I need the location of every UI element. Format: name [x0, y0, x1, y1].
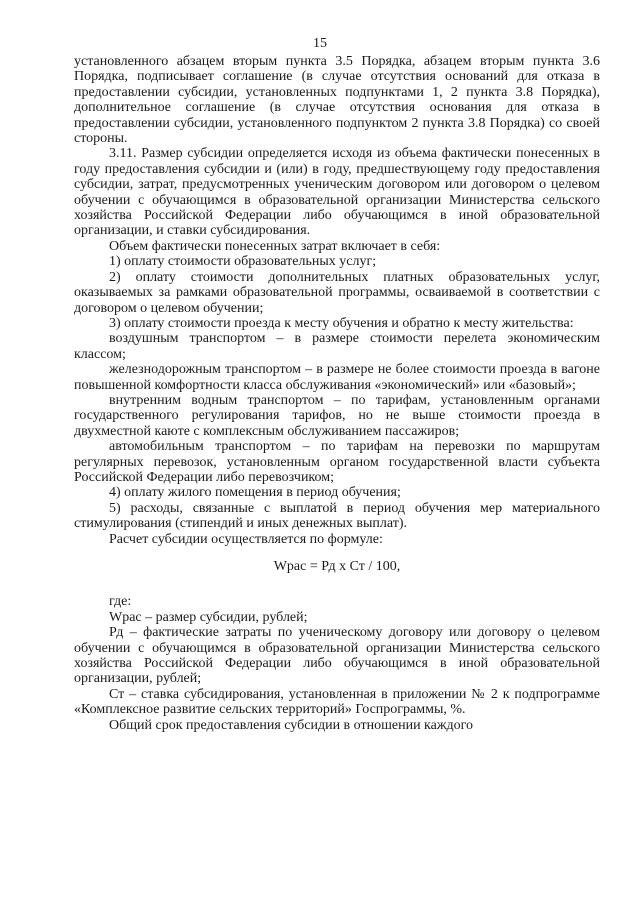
list-item-rail: железнодорожным транспортом – в размере не более стоимости проезда в вагоне повышенной комфортности класса обслуживания «экономический» или «базовый»;	[74, 362, 600, 393]
list-item-4: 4) оплату жилого помещения в период обучения;	[109, 485, 401, 501]
document-body	[74, 54, 600, 733]
definition-wras: Wрас – размер субсидии, рублей;	[109, 609, 308, 625]
list-item-1: 1) оплату стоимости образовательных услуг;	[109, 254, 377, 270]
list-item-5: 5) расходы, связанные с выплатой в период обучения мер материального стимулирования (стипендий и иных денежных выплат).	[74, 500, 600, 532]
paragraph-total-term: Общий срок предоставления субсидии в отношении каждого	[109, 717, 474, 733]
formula: Wрас = Рд x Ст / 100,	[273, 559, 401, 574]
definition-st: Ст – ставка субсидирования, установленная в приложении № 2 к подпрограмме «Комплексное развитие сельских территорий» Госпрограммы, %.	[74, 686, 600, 718]
list-item-3: 3) оплату стоимости проезда к месту обучения и обратно к месту жительства:	[109, 315, 574, 331]
definition-rd: Рд – фактические затраты по ученическому договору или договору о целевом обучении с обучающимся в образовательной организации Министерства сельского хозяйства Российской Федерации либо обучающимся в иной образовательной организации, рублей;	[74, 625, 600, 687]
list-item-road: автомобильным транспортом – по тарифам на перевозки по маршрутам регулярных перевозок, установленным органом государственной власти субъекта Российской Федерации либо перевозчиком;	[74, 439, 600, 485]
paragraph-costs-intro: Объем фактически понесенных затрат включает в себя:	[109, 238, 441, 254]
paragraph-formula-intro: Расчет субсидии осуществляется по формуле:	[109, 531, 383, 547]
page-number: 15	[313, 36, 327, 51]
list-item-water: внутренним водным транспортом – по тарифам, установленным органами государственного регулирования тарифов, но не выше стоимости проезда в двухместной каюте с комплексным обслуживанием пассажиров;	[74, 392, 600, 439]
list-item-air: воздушным транспортом – в размере стоимости перелета экономическим классом;	[74, 331, 600, 362]
list-item-2: 2) оплату стоимости дополнительных платных образовательных услуг, оказываемых за рамками образовательной программы, осваиваемой в соответствии с договором о целевом обучении;	[74, 269, 600, 316]
paragraph-3-11: 3.11. Размер субсидии определяется исходя из объема фактически понесенных в году предоставления субсидии и (или) в году, предшествующему году предоставления субсидии, затрат, предусмотренных ученическим договором или договором о целевом обучении с обучающимся в образовательной организации Министерства сельского хозяйства Российской Федерации либо обучающимся в иной образовательной организации, и ставки субсидирования.	[74, 146, 600, 239]
where-label: где:	[109, 594, 132, 610]
paragraph-continuation: установленного абзацем вторым пункта 3.5 Порядка, абзацем вторым пункта 3.6 Порядка, подписывает соглашение (в случае отсутствия оснований для отказа в предоставлении субсидии, установленных подпунктами 1, 2 пункта 3.8 Порядка), дополнительное соглашение (в случае отсутствия основания для отказа в предоставлении субсидии, установленного подпунктом 2 пункта 3.8 Порядка) со своей стороны.	[74, 54, 600, 147]
